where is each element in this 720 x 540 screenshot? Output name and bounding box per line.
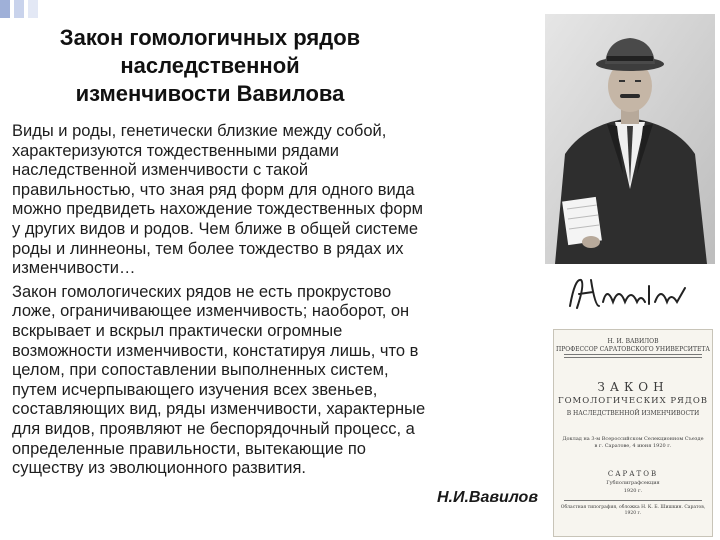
book-subtitle: Доклад на 3-м Всероссийском Селекционном Съезде в г. Саратове, 4 июня 1920 г.	[562, 436, 704, 449]
book-title-word: ЗАКОН	[597, 380, 669, 394]
text-line: целом, при сопоставлении выполненных систем,	[12, 361, 389, 380]
signature-image	[545, 266, 715, 320]
portrait-illustration	[545, 14, 715, 264]
title-line: Закон гомологичных рядов	[59, 25, 361, 50]
deco-square	[28, 0, 38, 18]
text-line: путем исчерпывающего изучения всех звеньев,	[12, 380, 378, 399]
title-line: наследственной	[120, 53, 300, 78]
portrait-photo	[545, 14, 715, 264]
book-rule	[564, 354, 702, 355]
text-line: вскрывает и вскрыл практически огромные	[12, 321, 343, 340]
book-author-block	[554, 338, 712, 354]
text-line: характеризуются тождественными рядами	[12, 141, 340, 160]
book-publisher: Губполиграфсекция	[606, 480, 660, 486]
text-line: у других видов и родов. Чем ближе в общей системе	[12, 219, 419, 238]
text-line: Виды и роды, генетически близкие между собой,	[12, 122, 387, 140]
corner-decoration	[0, 0, 40, 18]
paragraph-definition	[12, 122, 540, 279]
title-line: изменчивости Вавилова	[75, 81, 345, 106]
text-line: роды и линнеоны, тем более тождество в рядах их	[12, 239, 404, 258]
book-author: Н. И. ВАВИЛОВ	[607, 338, 659, 345]
text-line: наследственной изменчивости с такой	[12, 161, 309, 180]
text-line: возможности изменчивости, констатируя лишь, что в	[12, 341, 419, 360]
text-line: определенные правильности, вытекающие по	[12, 439, 366, 458]
book-rule	[564, 357, 702, 358]
text-line: существу из эволюционного развития.	[12, 459, 306, 478]
text-line: изменчивости…	[12, 259, 136, 278]
deco-square	[14, 0, 24, 18]
book-imprint: Областная типография, обложка Н. К. Б. Шишкин. Саратов, 1920 г.	[560, 505, 706, 516]
text-line: правильностью, что зная ряд форм для одного вида	[12, 180, 415, 199]
author-attribution: Н.И.Вавилов	[436, 489, 538, 506]
book-title: ГОМОЛОГИЧЕСКИХ РЯДОВ	[557, 396, 709, 406]
book-cover-image	[553, 329, 713, 537]
book-title-sub: В НАСЛЕДСТВЕННОЙ ИЗМЕНЧИВОСТИ	[566, 410, 700, 417]
text-line: составляющих вид, ряды изменчивости, характерные	[12, 400, 426, 419]
text-line: можно предвидеть нахождение тождественных форм	[12, 200, 424, 219]
page-title	[10, 24, 410, 108]
text-line: ложе, ограничивающее изменчивость; наоборот, он	[12, 302, 410, 321]
book-author-title: ПРОФЕССОР САРАТОВСКОГО УНИВЕРСИТЕТА	[556, 346, 710, 353]
deco-square	[0, 0, 10, 18]
book-year: 1920 г.	[623, 488, 643, 494]
book-city: САРАТОВ	[607, 470, 659, 478]
text-line: Закон гомологических рядов не есть прокрустово	[12, 282, 392, 301]
book-rule	[564, 500, 702, 501]
body-text	[12, 122, 540, 483]
signature	[545, 266, 715, 320]
paragraph-explanation	[12, 283, 540, 479]
text-line: для видов, проявляют не беспорядочный процесс, а	[12, 419, 415, 438]
